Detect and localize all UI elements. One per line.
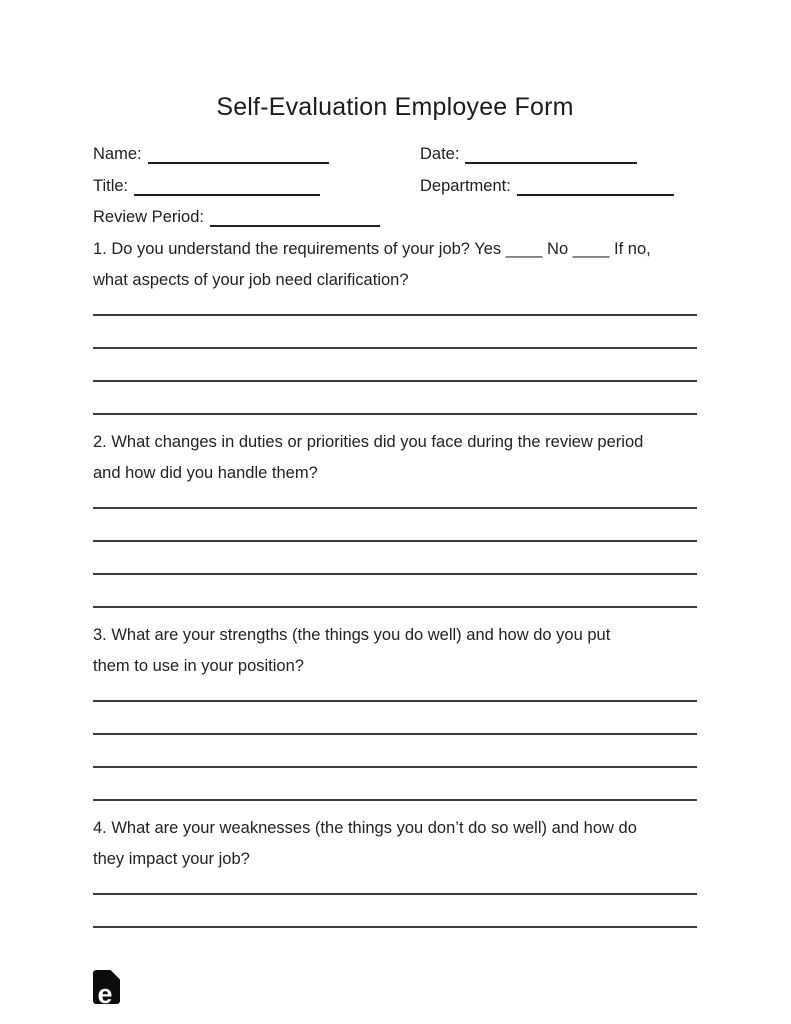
question-2-block xyxy=(93,427,697,608)
answer-line xyxy=(93,895,697,928)
form-title: Self-Evaluation Employee Form xyxy=(216,93,574,121)
question-4-block xyxy=(93,813,697,928)
answer-line xyxy=(93,768,697,801)
title-blank xyxy=(134,176,320,196)
date-label: Date: xyxy=(420,145,460,163)
question-2-text-line-1: 2. What changes in duties or priorities did you face during the review period xyxy=(93,432,644,451)
answer-line xyxy=(93,316,697,349)
question-4-text-line-2: they impact your job? xyxy=(93,850,250,868)
answer-line xyxy=(93,702,697,735)
field-row-name-date xyxy=(93,139,697,171)
question-1-text-line-1: 1. Do you understand the requirements of your job? Yes ____ No ____ If no, xyxy=(93,239,651,258)
department-label: Department: xyxy=(420,176,511,195)
field-row-review-period xyxy=(93,202,697,234)
name-label: Name: xyxy=(93,145,142,163)
answer-line xyxy=(93,509,697,542)
answer-line xyxy=(93,575,697,608)
question-3-text-line-1: 3. What are your strengths (the things you do well) and how do you put xyxy=(93,625,611,644)
department-field xyxy=(420,171,674,203)
answer-line xyxy=(93,735,697,768)
question-3-text-line-2: them to use in your position? xyxy=(93,657,304,675)
answer-line xyxy=(93,349,697,382)
form-content xyxy=(93,0,697,1009)
eforms-logo xyxy=(93,970,120,1009)
question-4-text-line-1: 4. What are your weaknesses (the things you don’t do so well) and how do xyxy=(93,818,637,837)
title-label: Title: xyxy=(93,176,129,195)
question-3-block xyxy=(93,620,697,801)
question-2-text-line-2: and how did you handle them? xyxy=(93,464,318,482)
review-period-blank xyxy=(210,207,380,227)
question-1-answer-area xyxy=(93,283,697,415)
question-2-answer-area xyxy=(93,476,697,608)
question-1-block xyxy=(93,234,697,415)
review-period-label: Review Period: xyxy=(93,208,204,226)
name-blank xyxy=(148,144,329,164)
date-field xyxy=(420,139,637,171)
answer-line xyxy=(93,382,697,415)
answer-line xyxy=(93,542,697,575)
question-1-text-line-2: what aspects of your job need clarification? xyxy=(93,271,409,289)
field-row-title-department xyxy=(93,171,697,203)
question-3-answer-area xyxy=(93,669,697,801)
eforms-letter: e xyxy=(97,978,113,1009)
date-blank xyxy=(465,144,637,164)
header-fields xyxy=(93,139,697,234)
page-fold-icon xyxy=(110,970,120,980)
department-blank xyxy=(517,176,674,196)
